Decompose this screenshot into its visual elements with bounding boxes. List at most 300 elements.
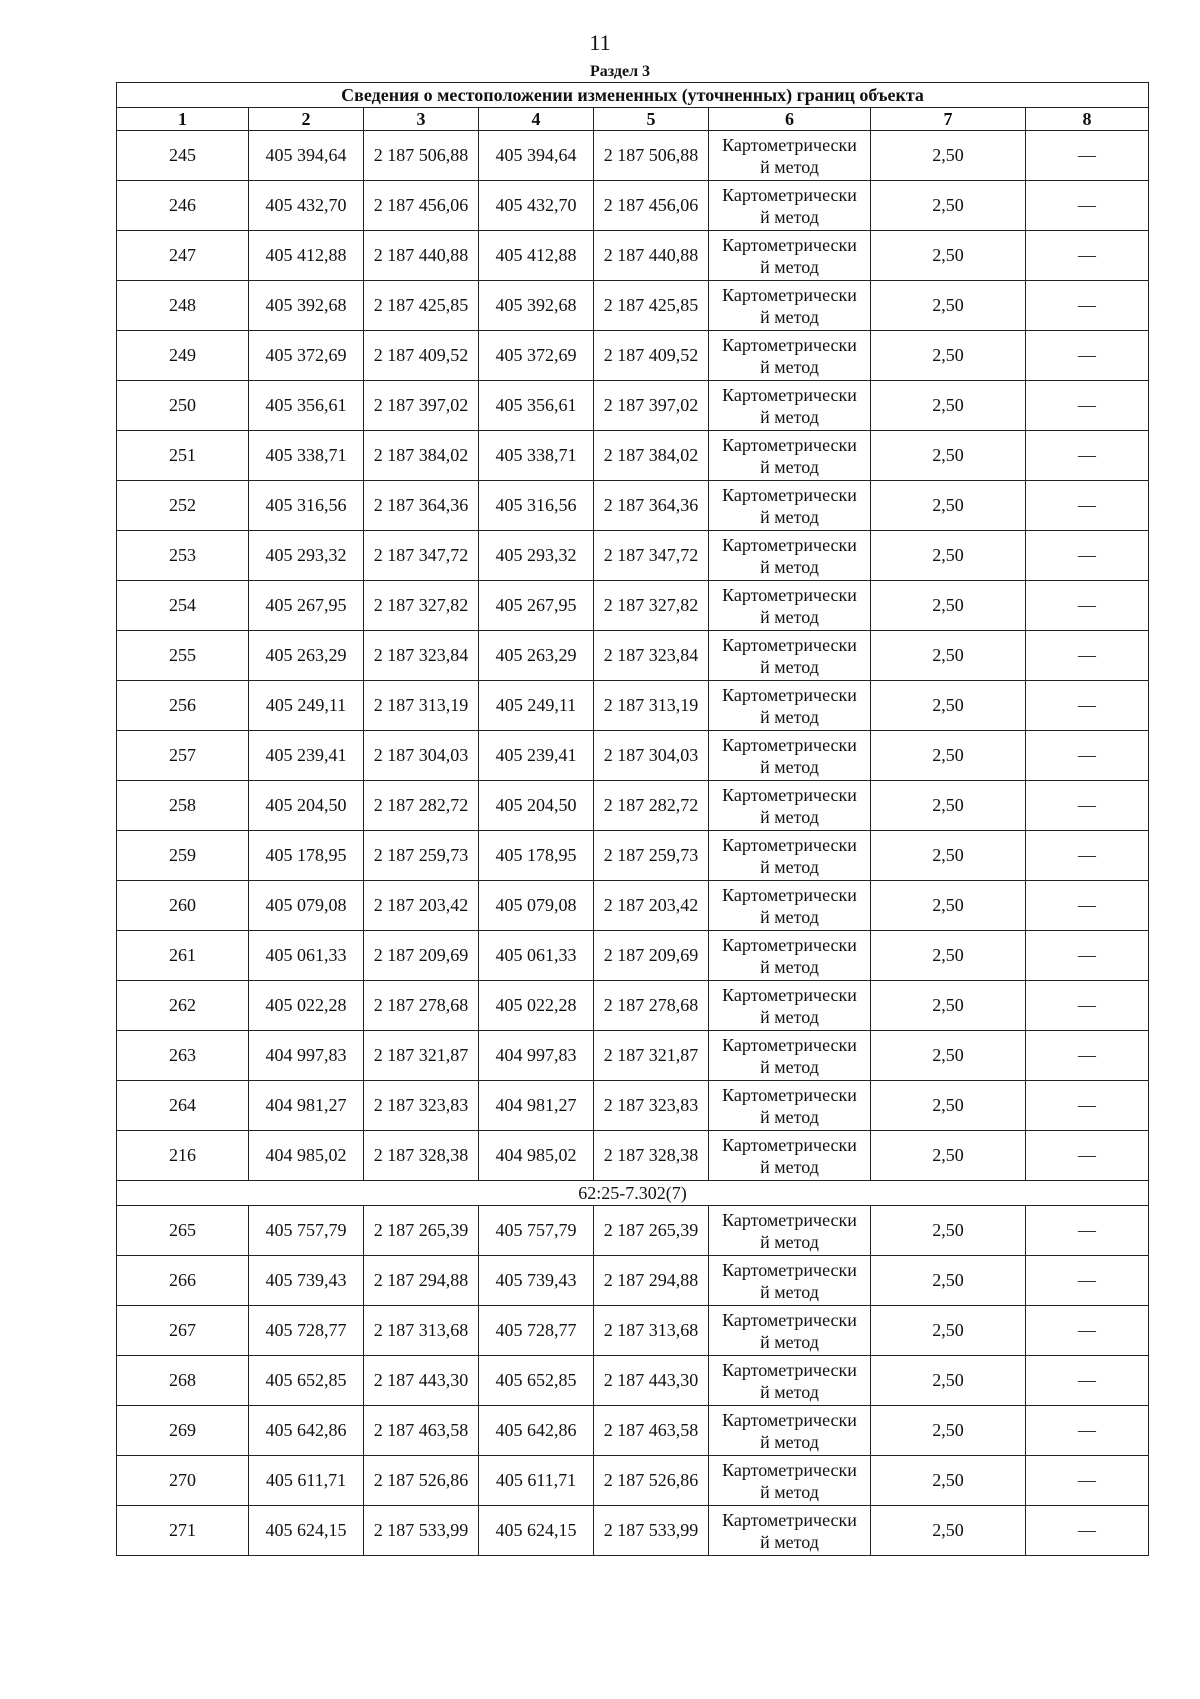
y-coordinate-new-cell: 2 187 463,58: [594, 1406, 709, 1456]
dash-cell: —: [1026, 631, 1149, 681]
method-text-line2: й метод: [760, 456, 819, 477]
y-coordinate-cell: 2 187 203,42: [364, 881, 479, 931]
table-row: [117, 731, 1149, 781]
dash-cell: —: [1026, 1256, 1149, 1306]
y-coordinate-new-cell: 2 187 321,87: [594, 1031, 709, 1081]
column-number: 6: [709, 108, 871, 131]
table-row: [117, 1081, 1149, 1131]
dash-cell: —: [1026, 131, 1149, 181]
group-label-row: [117, 1181, 1149, 1206]
table-row: [117, 181, 1149, 231]
x-coordinate-cell: 405 356,61: [249, 381, 364, 431]
dash-cell: —: [1026, 681, 1149, 731]
table-row: [117, 781, 1149, 831]
table-row: [117, 1356, 1149, 1406]
x-coordinate-cell: 405 611,71: [249, 1456, 364, 1506]
table-row: [117, 831, 1149, 881]
method-text-line1: Картометрически: [722, 1309, 857, 1330]
accuracy-cell: 2,50: [871, 731, 1026, 781]
dash-cell: —: [1026, 931, 1149, 981]
dash-cell: —: [1026, 1356, 1149, 1406]
y-coordinate-new-cell: 2 187 327,82: [594, 581, 709, 631]
method-text-line1: Картометрически: [722, 1459, 857, 1480]
x-coordinate-cell: 405 652,85: [249, 1356, 364, 1406]
method-text-line2: й метод: [760, 406, 819, 427]
method-cell: [709, 1031, 871, 1081]
point-number-cell: 216: [117, 1131, 249, 1181]
table-row: [117, 981, 1149, 1031]
y-coordinate-new-cell: 2 187 209,69: [594, 931, 709, 981]
dash-cell: —: [1026, 581, 1149, 631]
dash-cell: —: [1026, 1456, 1149, 1506]
y-coordinate-cell: 2 187 384,02: [364, 431, 479, 481]
x-coordinate-cell: 405 079,08: [249, 881, 364, 931]
table-row: [117, 1206, 1149, 1256]
column-number: 3: [364, 108, 479, 131]
point-number-cell: 266: [117, 1256, 249, 1306]
accuracy-cell: 2,50: [871, 781, 1026, 831]
accuracy-cell: 2,50: [871, 131, 1026, 181]
y-coordinate-cell: 2 187 313,68: [364, 1306, 479, 1356]
y-coordinate-cell: 2 187 323,84: [364, 631, 479, 681]
page-number: 11: [589, 30, 611, 55]
y-coordinate-cell: 2 187 327,82: [364, 581, 479, 631]
x-coordinate-cell: 405 338,71: [249, 431, 364, 481]
point-number-cell: 258: [117, 781, 249, 831]
accuracy-cell: 2,50: [871, 181, 1026, 231]
point-number-cell: 260: [117, 881, 249, 931]
accuracy-cell: 2,50: [871, 1256, 1026, 1306]
table-body: [117, 131, 1149, 1556]
method-cell: [709, 1131, 871, 1181]
y-coordinate-new-cell: 2 187 425,85: [594, 281, 709, 331]
method-text-line1: Картометрически: [722, 1409, 857, 1430]
dash-cell: —: [1026, 1506, 1149, 1556]
x-coordinate-cell: 405 267,95: [249, 581, 364, 631]
y-coordinate-cell: 2 187 323,83: [364, 1081, 479, 1131]
y-coordinate-new-cell: 2 187 313,68: [594, 1306, 709, 1356]
method-cell: [709, 881, 871, 931]
y-coordinate-cell: 2 187 328,38: [364, 1131, 479, 1181]
x-coordinate-cell: 405 728,77: [249, 1306, 364, 1356]
method-text-line1: Картометрически: [722, 684, 857, 705]
method-cell: [709, 1256, 871, 1306]
method-text-line2: й метод: [760, 556, 819, 577]
method-cell: [709, 1506, 871, 1556]
x-coordinate-cell: 405 392,68: [249, 281, 364, 331]
point-number-cell: 265: [117, 1206, 249, 1256]
x-coordinate-new-cell: 405 356,61: [479, 381, 594, 431]
point-number-cell: 255: [117, 631, 249, 681]
x-coordinate-new-cell: 405 022,28: [479, 981, 594, 1031]
column-number: 2: [249, 108, 364, 131]
x-coordinate-new-cell: 405 432,70: [479, 181, 594, 231]
table-row: [117, 381, 1149, 431]
x-coordinate-new-cell: 405 728,77: [479, 1306, 594, 1356]
y-coordinate-cell: 2 187 443,30: [364, 1356, 479, 1406]
section-title: Раздел 3: [589, 63, 651, 80]
x-coordinate-cell: 405 022,28: [249, 981, 364, 1031]
method-text-line1: Картометрически: [722, 434, 857, 455]
table-row: [117, 1256, 1149, 1306]
method-cell: [709, 331, 871, 381]
point-number-cell: 251: [117, 431, 249, 481]
y-coordinate-new-cell: 2 187 294,88: [594, 1256, 709, 1306]
column-number-row: [117, 108, 1149, 131]
table-row: [117, 581, 1149, 631]
accuracy-cell: 2,50: [871, 331, 1026, 381]
method-text-line1: Картометрически: [722, 384, 857, 405]
method-text-line1: Картометрически: [722, 884, 857, 905]
x-coordinate-cell: 405 293,32: [249, 531, 364, 581]
method-text-line1: Картометрически: [722, 1509, 857, 1530]
y-coordinate-new-cell: 2 187 347,72: [594, 531, 709, 581]
method-cell: [709, 581, 871, 631]
y-coordinate-cell: 2 187 506,88: [364, 131, 479, 181]
y-coordinate-cell: 2 187 533,99: [364, 1506, 479, 1556]
x-coordinate-new-cell: 405 394,64: [479, 131, 594, 181]
accuracy-cell: 2,50: [871, 981, 1026, 1031]
method-text-line1: Картометрически: [722, 284, 857, 305]
table-row: [117, 1506, 1149, 1556]
point-number-cell: 256: [117, 681, 249, 731]
method-text-line1: Картометрически: [722, 1084, 857, 1105]
y-coordinate-new-cell: 2 187 328,38: [594, 1131, 709, 1181]
point-number-cell: 257: [117, 731, 249, 781]
point-number-cell: 245: [117, 131, 249, 181]
method-text-line2: й метод: [760, 706, 819, 727]
y-coordinate-cell: 2 187 265,39: [364, 1206, 479, 1256]
method-text-line2: й метод: [760, 856, 819, 877]
y-coordinate-new-cell: 2 187 456,06: [594, 181, 709, 231]
x-coordinate-new-cell: 404 981,27: [479, 1081, 594, 1131]
y-coordinate-new-cell: 2 187 506,88: [594, 131, 709, 181]
y-coordinate-new-cell: 2 187 304,03: [594, 731, 709, 781]
y-coordinate-new-cell: 2 187 278,68: [594, 981, 709, 1031]
x-coordinate-new-cell: 404 985,02: [479, 1131, 594, 1181]
y-coordinate-cell: 2 187 409,52: [364, 331, 479, 381]
x-coordinate-new-cell: 405 079,08: [479, 881, 594, 931]
y-coordinate-new-cell: 2 187 364,36: [594, 481, 709, 531]
dash-cell: —: [1026, 481, 1149, 531]
y-coordinate-cell: 2 187 425,85: [364, 281, 479, 331]
accuracy-cell: 2,50: [871, 631, 1026, 681]
method-cell: [709, 1456, 871, 1506]
method-text-line1: Картометрически: [722, 184, 857, 205]
method-text-line1: Картометрически: [722, 784, 857, 805]
y-coordinate-cell: 2 187 259,73: [364, 831, 479, 881]
x-coordinate-new-cell: 405 293,32: [479, 531, 594, 581]
table-row: [117, 681, 1149, 731]
x-coordinate-cell: 404 981,27: [249, 1081, 364, 1131]
point-number-cell: 250: [117, 381, 249, 431]
point-number-cell: 263: [117, 1031, 249, 1081]
x-coordinate-new-cell: 405 372,69: [479, 331, 594, 381]
dash-cell: —: [1026, 1081, 1149, 1131]
accuracy-cell: 2,50: [871, 1131, 1026, 1181]
table-row: [117, 431, 1149, 481]
accuracy-cell: 2,50: [871, 581, 1026, 631]
method-text-line2: й метод: [760, 1431, 819, 1452]
method-cell: [709, 381, 871, 431]
x-coordinate-new-cell: 405 642,86: [479, 1406, 594, 1456]
method-text-line1: Картометрически: [722, 1134, 857, 1155]
accuracy-cell: 2,50: [871, 881, 1026, 931]
y-coordinate-cell: 2 187 304,03: [364, 731, 479, 781]
method-text-line1: Картометрически: [722, 234, 857, 255]
method-text-line2: й метод: [760, 156, 819, 177]
y-coordinate-cell: 2 187 440,88: [364, 231, 479, 281]
point-number-cell: 246: [117, 181, 249, 231]
x-coordinate-cell: 405 394,64: [249, 131, 364, 181]
method-cell: [709, 531, 871, 581]
x-coordinate-new-cell: 405 267,95: [479, 581, 594, 631]
accuracy-cell: 2,50: [871, 831, 1026, 881]
method-text-line2: й метод: [760, 1331, 819, 1352]
table-caption: Сведения о местоположении измененных (уточненных) границ объекта: [117, 83, 1149, 108]
group-label: 62:25-7.302(7): [117, 1181, 1149, 1206]
method-cell: [709, 181, 871, 231]
x-coordinate-cell: 405 739,43: [249, 1256, 364, 1306]
x-coordinate-new-cell: 405 624,15: [479, 1506, 594, 1556]
y-coordinate-new-cell: 2 187 265,39: [594, 1206, 709, 1256]
method-cell: [709, 281, 871, 331]
method-cell: [709, 931, 871, 981]
column-number: 5: [594, 108, 709, 131]
accuracy-cell: 2,50: [871, 931, 1026, 981]
method-text-line1: Картометрически: [722, 584, 857, 605]
y-coordinate-cell: 2 187 456,06: [364, 181, 479, 231]
method-text-line2: й метод: [760, 1106, 819, 1127]
method-text-line1: Картометрически: [722, 1259, 857, 1280]
y-coordinate-new-cell: 2 187 323,83: [594, 1081, 709, 1131]
x-coordinate-cell: 405 432,70: [249, 181, 364, 231]
table-caption-row: [117, 83, 1149, 108]
method-cell: [709, 731, 871, 781]
method-text-line2: й метод: [760, 956, 819, 977]
x-coordinate-cell: 404 997,83: [249, 1031, 364, 1081]
y-coordinate-cell: 2 187 347,72: [364, 531, 479, 581]
method-text-line1: Картометрически: [722, 134, 857, 155]
dash-cell: —: [1026, 781, 1149, 831]
accuracy-cell: 2,50: [871, 481, 1026, 531]
x-coordinate-cell: 405 642,86: [249, 1406, 364, 1456]
table-row: [117, 881, 1149, 931]
dash-cell: —: [1026, 381, 1149, 431]
method-cell: [709, 1206, 871, 1256]
method-cell: [709, 1306, 871, 1356]
table-row: [117, 1306, 1149, 1356]
dash-cell: —: [1026, 231, 1149, 281]
table-row: [117, 481, 1149, 531]
method-text-line1: Картометрически: [722, 1034, 857, 1055]
column-number: 7: [871, 108, 1026, 131]
y-coordinate-new-cell: 2 187 526,86: [594, 1456, 709, 1506]
point-number-cell: 248: [117, 281, 249, 331]
y-coordinate-new-cell: 2 187 282,72: [594, 781, 709, 831]
x-coordinate-new-cell: 405 178,95: [479, 831, 594, 881]
table-row: [117, 1406, 1149, 1456]
method-cell: [709, 431, 871, 481]
method-text-line2: й метод: [760, 756, 819, 777]
method-cell: [709, 781, 871, 831]
point-number-cell: 259: [117, 831, 249, 881]
accuracy-cell: 2,50: [871, 531, 1026, 581]
table-row: [117, 931, 1149, 981]
y-coordinate-cell: 2 187 209,69: [364, 931, 479, 981]
dash-cell: —: [1026, 531, 1149, 581]
method-text-line1: Картометрически: [722, 734, 857, 755]
method-text-line2: й метод: [760, 1231, 819, 1252]
accuracy-cell: 2,50: [871, 1506, 1026, 1556]
point-number-cell: 252: [117, 481, 249, 531]
x-coordinate-cell: 405 249,11: [249, 681, 364, 731]
point-number-cell: 267: [117, 1306, 249, 1356]
dash-cell: —: [1026, 981, 1149, 1031]
point-number-cell: 262: [117, 981, 249, 1031]
method-cell: [709, 1081, 871, 1131]
accuracy-cell: 2,50: [871, 1406, 1026, 1456]
x-coordinate-new-cell: 405 611,71: [479, 1456, 594, 1506]
x-coordinate-new-cell: 405 652,85: [479, 1356, 594, 1406]
method-text-line2: й метод: [760, 806, 819, 827]
point-number-cell: 249: [117, 331, 249, 381]
accuracy-cell: 2,50: [871, 231, 1026, 281]
method-text-line1: Картометрически: [722, 534, 857, 555]
dash-cell: —: [1026, 331, 1149, 381]
dash-cell: —: [1026, 1306, 1149, 1356]
boundary-coordinates-table: [116, 82, 1149, 1556]
x-coordinate-new-cell: 405 263,29: [479, 631, 594, 681]
y-coordinate-new-cell: 2 187 259,73: [594, 831, 709, 881]
method-cell: [709, 631, 871, 681]
method-text-line1: Картометрически: [722, 484, 857, 505]
point-number-cell: 264: [117, 1081, 249, 1131]
table-row: [117, 331, 1149, 381]
method-text-line2: й метод: [760, 1156, 819, 1177]
table-row: [117, 281, 1149, 331]
x-coordinate-new-cell: 405 061,33: [479, 931, 594, 981]
dash-cell: —: [1026, 1131, 1149, 1181]
column-number: 4: [479, 108, 594, 131]
point-number-cell: 270: [117, 1456, 249, 1506]
y-coordinate-new-cell: 2 187 409,52: [594, 331, 709, 381]
accuracy-cell: 2,50: [871, 1031, 1026, 1081]
y-coordinate-new-cell: 2 187 443,30: [594, 1356, 709, 1406]
y-coordinate-cell: 2 187 282,72: [364, 781, 479, 831]
method-cell: [709, 681, 871, 731]
table-row: [117, 1031, 1149, 1081]
y-coordinate-cell: 2 187 397,02: [364, 381, 479, 431]
column-number: 8: [1026, 108, 1149, 131]
accuracy-cell: 2,50: [871, 281, 1026, 331]
method-text-line1: Картометрически: [722, 834, 857, 855]
y-coordinate-new-cell: 2 187 384,02: [594, 431, 709, 481]
dash-cell: —: [1026, 1406, 1149, 1456]
dash-cell: —: [1026, 1031, 1149, 1081]
method-text-line2: й метод: [760, 906, 819, 927]
x-coordinate-new-cell: 405 204,50: [479, 781, 594, 831]
accuracy-cell: 2,50: [871, 1306, 1026, 1356]
point-number-cell: 269: [117, 1406, 249, 1456]
column-number: 1: [117, 108, 249, 131]
x-coordinate-cell: 405 239,41: [249, 731, 364, 781]
y-coordinate-cell: 2 187 278,68: [364, 981, 479, 1031]
x-coordinate-cell: 405 372,69: [249, 331, 364, 381]
x-coordinate-new-cell: 405 316,56: [479, 481, 594, 531]
point-number-cell: 247: [117, 231, 249, 281]
method-text-line1: Картометрически: [722, 934, 857, 955]
table-row: [117, 631, 1149, 681]
x-coordinate-cell: 405 263,29: [249, 631, 364, 681]
y-coordinate-cell: 2 187 463,58: [364, 1406, 479, 1456]
method-text-line2: й метод: [760, 256, 819, 277]
method-cell: [709, 481, 871, 531]
point-number-cell: 268: [117, 1356, 249, 1406]
accuracy-cell: 2,50: [871, 1356, 1026, 1406]
y-coordinate-cell: 2 187 526,86: [364, 1456, 479, 1506]
method-text-line2: й метод: [760, 606, 819, 627]
x-coordinate-cell: 404 985,02: [249, 1131, 364, 1181]
dash-cell: —: [1026, 281, 1149, 331]
point-number-cell: 261: [117, 931, 249, 981]
method-text-line2: й метод: [760, 1531, 819, 1552]
method-text-line2: й метод: [760, 356, 819, 377]
point-number-cell: 253: [117, 531, 249, 581]
method-text-line2: й метод: [760, 1281, 819, 1302]
method-text-line1: Картометрически: [722, 1359, 857, 1380]
y-coordinate-new-cell: 2 187 203,42: [594, 881, 709, 931]
accuracy-cell: 2,50: [871, 1081, 1026, 1131]
table-row: [117, 131, 1149, 181]
method-cell: [709, 831, 871, 881]
method-text-line2: й метод: [760, 1381, 819, 1402]
x-coordinate-cell: 405 178,95: [249, 831, 364, 881]
y-coordinate-cell: 2 187 294,88: [364, 1256, 479, 1306]
accuracy-cell: 2,50: [871, 381, 1026, 431]
table-row: [117, 1456, 1149, 1506]
x-coordinate-new-cell: 405 757,79: [479, 1206, 594, 1256]
method-text-line2: й метод: [760, 206, 819, 227]
dash-cell: —: [1026, 831, 1149, 881]
y-coordinate-new-cell: 2 187 313,19: [594, 681, 709, 731]
x-coordinate-new-cell: 405 338,71: [479, 431, 594, 481]
dash-cell: —: [1026, 1206, 1149, 1256]
x-coordinate-new-cell: 405 249,11: [479, 681, 594, 731]
y-coordinate-cell: 2 187 364,36: [364, 481, 479, 531]
accuracy-cell: 2,50: [871, 1206, 1026, 1256]
x-coordinate-new-cell: 405 392,68: [479, 281, 594, 331]
method-cell: [709, 981, 871, 1031]
method-text-line2: й метод: [760, 506, 819, 527]
y-coordinate-new-cell: 2 187 323,84: [594, 631, 709, 681]
method-cell: [709, 1406, 871, 1456]
y-coordinate-cell: 2 187 313,19: [364, 681, 479, 731]
method-text-line2: й метод: [760, 1481, 819, 1502]
y-coordinate-new-cell: 2 187 440,88: [594, 231, 709, 281]
method-text-line1: Картометрически: [722, 634, 857, 655]
accuracy-cell: 2,50: [871, 1456, 1026, 1506]
accuracy-cell: 2,50: [871, 431, 1026, 481]
x-coordinate-new-cell: 405 412,88: [479, 231, 594, 281]
y-coordinate-new-cell: 2 187 397,02: [594, 381, 709, 431]
method-cell: [709, 131, 871, 181]
point-number-cell: 254: [117, 581, 249, 631]
x-coordinate-cell: 405 757,79: [249, 1206, 364, 1256]
method-text-line2: й метод: [760, 1056, 819, 1077]
table-row: [117, 1131, 1149, 1181]
method-cell: [709, 1356, 871, 1406]
